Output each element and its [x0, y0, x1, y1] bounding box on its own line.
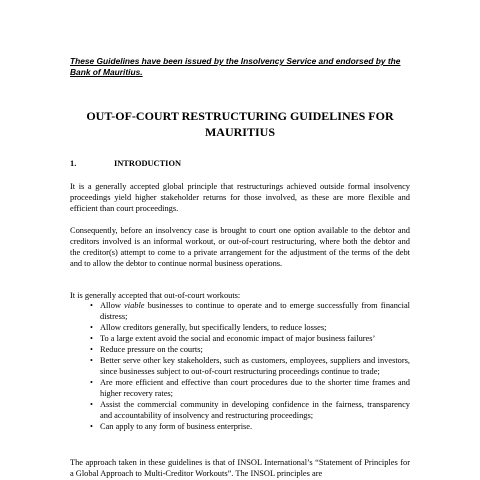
bullet-icon: •: [90, 301, 93, 310]
bullet-icon: •: [90, 356, 93, 365]
bullet-list: [70, 300, 410, 432]
section-heading: [70, 158, 181, 169]
bullet-icon: •: [90, 422, 93, 431]
paragraph-4: The approach taken in these guidelines is that of INSOL International’s “Statement of Principles for a Global Approach to Multi-Creditor Workouts”. The INSOL principles are: [70, 458, 410, 478]
list-item: • Are more efficient and effective than court procedures due to the shorter time frames and higher recovery rates;: [90, 378, 410, 398]
list-item: • Can apply to any form of business enterprise.: [90, 422, 253, 431]
list-item: • To a large extent avoid the social and economic impact of major business failures’: [90, 334, 376, 343]
list-item: • Allow viable businesses to continue to operate and to emerge successfully from financial distress;: [90, 301, 410, 321]
paragraph-2: Consequently, before an insolvency case is brought to court one option available to the debtor and creditors involved is an informal workout, or out-of-court restructuring, where both the debtor and the creditor(s) attempt to come to a private arrangement for the adjustment of the terms of the debt and to allow the debtor to continue normal business operations.: [70, 226, 410, 268]
section-number: 1.: [70, 159, 77, 168]
bullet-icon: •: [90, 345, 93, 354]
document-title: OUT-OF-COURT RESTRUCTURING GUIDELINES FOR MAURITIUS: [86, 109, 394, 139]
list-item: • Reduce pressure on the courts;: [90, 345, 203, 354]
paragraph-1: It is a generally accepted global principle that restructurings achieved outside formal insolvency proceedings yield higher stakeholder returns for those involved, as these are more flexible and efficient than court proceedings.: [70, 182, 410, 213]
list-item: • Better serve other key stakeholders, such as customers, employees, suppliers and investors, since businesses subject to out-of-court restructuring proceedings continue to trade;: [90, 356, 410, 376]
bullet-icon: •: [90, 378, 93, 387]
section-title: INTRODUCTION: [114, 159, 182, 168]
list-item: • Allow creditors generally, but specifically lenders, to reduce losses;: [90, 323, 327, 332]
bullet-icon: •: [90, 334, 93, 343]
list-item: • Assist the commercial community in developing confidence in the fairness, transparency and accountability of insolvency and restructuring proceedings;: [90, 400, 410, 420]
bullet-icon: •: [90, 323, 93, 332]
paragraph-3: It is generally accepted that out-of-court workouts:: [70, 291, 241, 300]
issuance-note: These Guidelines have been issued by the Insolvency Service and endorsed by the Bank of Mauritius.: [70, 56, 401, 77]
bullet-icon: •: [90, 400, 93, 409]
